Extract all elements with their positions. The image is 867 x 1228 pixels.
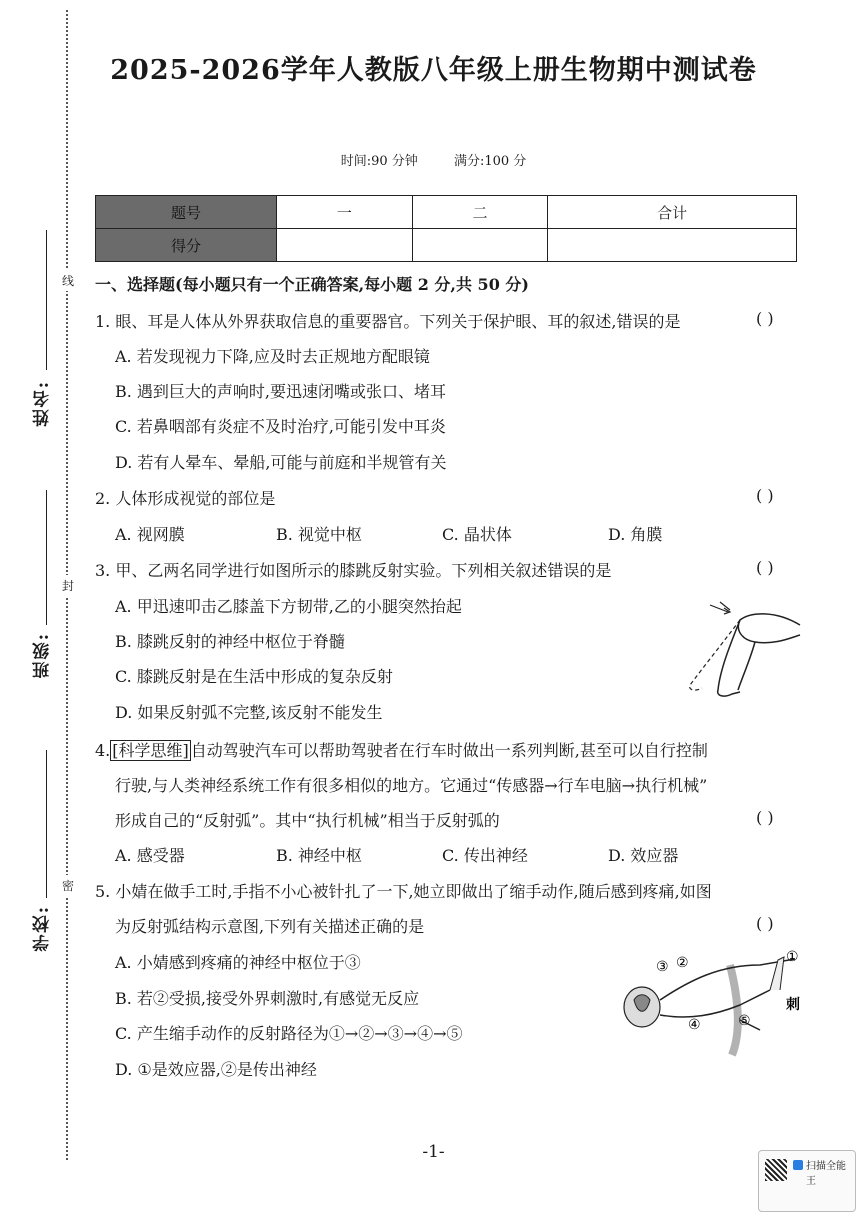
page-number: -1-	[422, 1142, 445, 1162]
figure-label-stimulus: 刺	[786, 997, 800, 1013]
option: D. 角膜	[608, 525, 663, 544]
question-5-line: 为反射弧结构示意图,下列有关描述正确的是	[115, 917, 425, 936]
exam-meta	[0, 150, 867, 169]
score-header-cell: 一	[277, 196, 413, 229]
figure-label-4: ④	[688, 1017, 701, 1033]
option: D. 若有人晕车、晕船,可能与前庭和半规管有关	[115, 453, 447, 472]
answer-bracket[interactable]: ( )	[756, 914, 774, 933]
answer-bracket[interactable]: ( )	[756, 309, 774, 328]
class-label: 班级:	[33, 632, 53, 679]
option: C. 若鼻咽部有炎症不及时治疗,可能引发中耳炎	[115, 417, 446, 436]
class-field[interactable]	[46, 490, 47, 625]
score-input-cell[interactable]	[548, 229, 797, 262]
name-field[interactable]	[46, 230, 47, 370]
question-3-stem: 3. 甲、乙两名同学进行如图所示的膝跳反射实验。下列相关叙述错误的是	[95, 561, 612, 580]
option: D. 效应器	[608, 846, 679, 865]
knee-reflex-figure	[680, 590, 805, 705]
question-2-stem: 2. 人体形成视觉的部位是	[95, 489, 276, 508]
option: A. 感受器	[115, 846, 185, 865]
score-table-row	[96, 229, 797, 262]
school-label: 学校:	[33, 905, 53, 952]
score-header-cell: 二	[412, 196, 548, 229]
option: B. 膝跳反射的神经中枢位于脊髓	[115, 632, 345, 651]
option: B. 遇到巨大的声响时,要迅速闭嘴或张口、堵耳	[115, 382, 447, 401]
exam-time: 时间:90 分钟	[340, 154, 418, 169]
watermark-text: 扫描全能王	[806, 1161, 846, 1187]
figure-label-2: ②	[676, 955, 689, 971]
qr-code-icon	[765, 1159, 787, 1181]
option: D. 如果反射弧不完整,该反射不能发生	[115, 703, 383, 722]
option: C. 产生缩手动作的反射路径为①→②→③→④→⑤	[115, 1024, 463, 1043]
score-table-row	[96, 196, 797, 229]
option: B. 若②受损,接受外界刺激时,有感觉无反应	[115, 989, 420, 1008]
score-header-cell: 合计	[548, 196, 797, 229]
binding-word-line: 线	[62, 270, 74, 291]
question-4-line: 4. [科学思维] 自动驾驶汽车可以帮助驾驶者在行车时做出一系列判断,甚至可以自行控制	[95, 741, 708, 760]
question-4-line: 形成自己的“反射弧”。其中“执行机械”相当于反射弧的	[115, 811, 500, 830]
question-tag: [科学思维]	[112, 741, 189, 760]
answer-bracket[interactable]: ( )	[756, 558, 774, 577]
section-heading: 一、选择题(每小题只有一个正确答案,每小题 2 分,共 50 分)	[95, 275, 529, 294]
question-1-stem: 1. 眼、耳是人体从外界获取信息的重要器官。下列关于保护眼、耳的叙述,错误的是	[95, 312, 681, 331]
app-logo-icon	[793, 1160, 803, 1170]
figure-label-1: ①	[786, 949, 799, 965]
option: B. 视觉中枢	[276, 525, 362, 544]
option: D. ①是效应器,②是传出神经	[115, 1060, 317, 1079]
reflex-arc-figure	[620, 945, 810, 1065]
binding-word-seal: 封	[62, 575, 74, 596]
school-field[interactable]	[46, 750, 47, 898]
figure-label-3: ③	[656, 959, 669, 975]
score-header-cell: 题号	[96, 196, 277, 229]
question-4-text: 自动驾驶汽车可以帮助驾驶者在行车时做出一系列判断,甚至可以自行控制	[190, 741, 708, 760]
name-label: 姓名:	[33, 380, 53, 427]
question-4-line: 行驶,与人类神经系统工作有很多相似的地方。它通过“传感器→行车电脑→执行机械”	[115, 776, 708, 795]
score-input-cell[interactable]	[277, 229, 413, 262]
score-input-cell[interactable]	[412, 229, 548, 262]
option: C. 传出神经	[442, 846, 528, 865]
figure-label-5: ⑤	[738, 1013, 751, 1029]
score-label-cell: 得分	[96, 229, 277, 262]
scanner-watermark	[758, 1150, 856, 1212]
question-5-line: 5. 小婧在做手工时,手指不小心被针扎了一下,她立即做出了缩手动作,随后感到疼痛,如图	[95, 882, 712, 901]
binding-word-close: 密	[62, 875, 74, 896]
exam-score: 满分:100 分	[453, 154, 527, 169]
option: A. 视网膜	[115, 525, 185, 544]
option: A. 小婧感到疼痛的神经中枢位于③	[115, 953, 361, 972]
option: A. 甲迅速叩击乙膝盖下方韧带,乙的小腿突然抬起	[115, 597, 462, 616]
page-title: 2025-2026学年人教版八年级上册生物期中测试卷	[110, 55, 757, 86]
option: A. 若发现视力下降,应及时去正规地方配眼镜	[115, 347, 430, 366]
answer-bracket[interactable]: ( )	[756, 808, 774, 827]
option: C. 晶状体	[442, 525, 512, 544]
option: B. 神经中枢	[276, 846, 362, 865]
answer-bracket[interactable]: ( )	[756, 486, 774, 505]
option: C. 膝跳反射是在生活中形成的复杂反射	[115, 667, 393, 686]
score-table	[95, 195, 797, 262]
